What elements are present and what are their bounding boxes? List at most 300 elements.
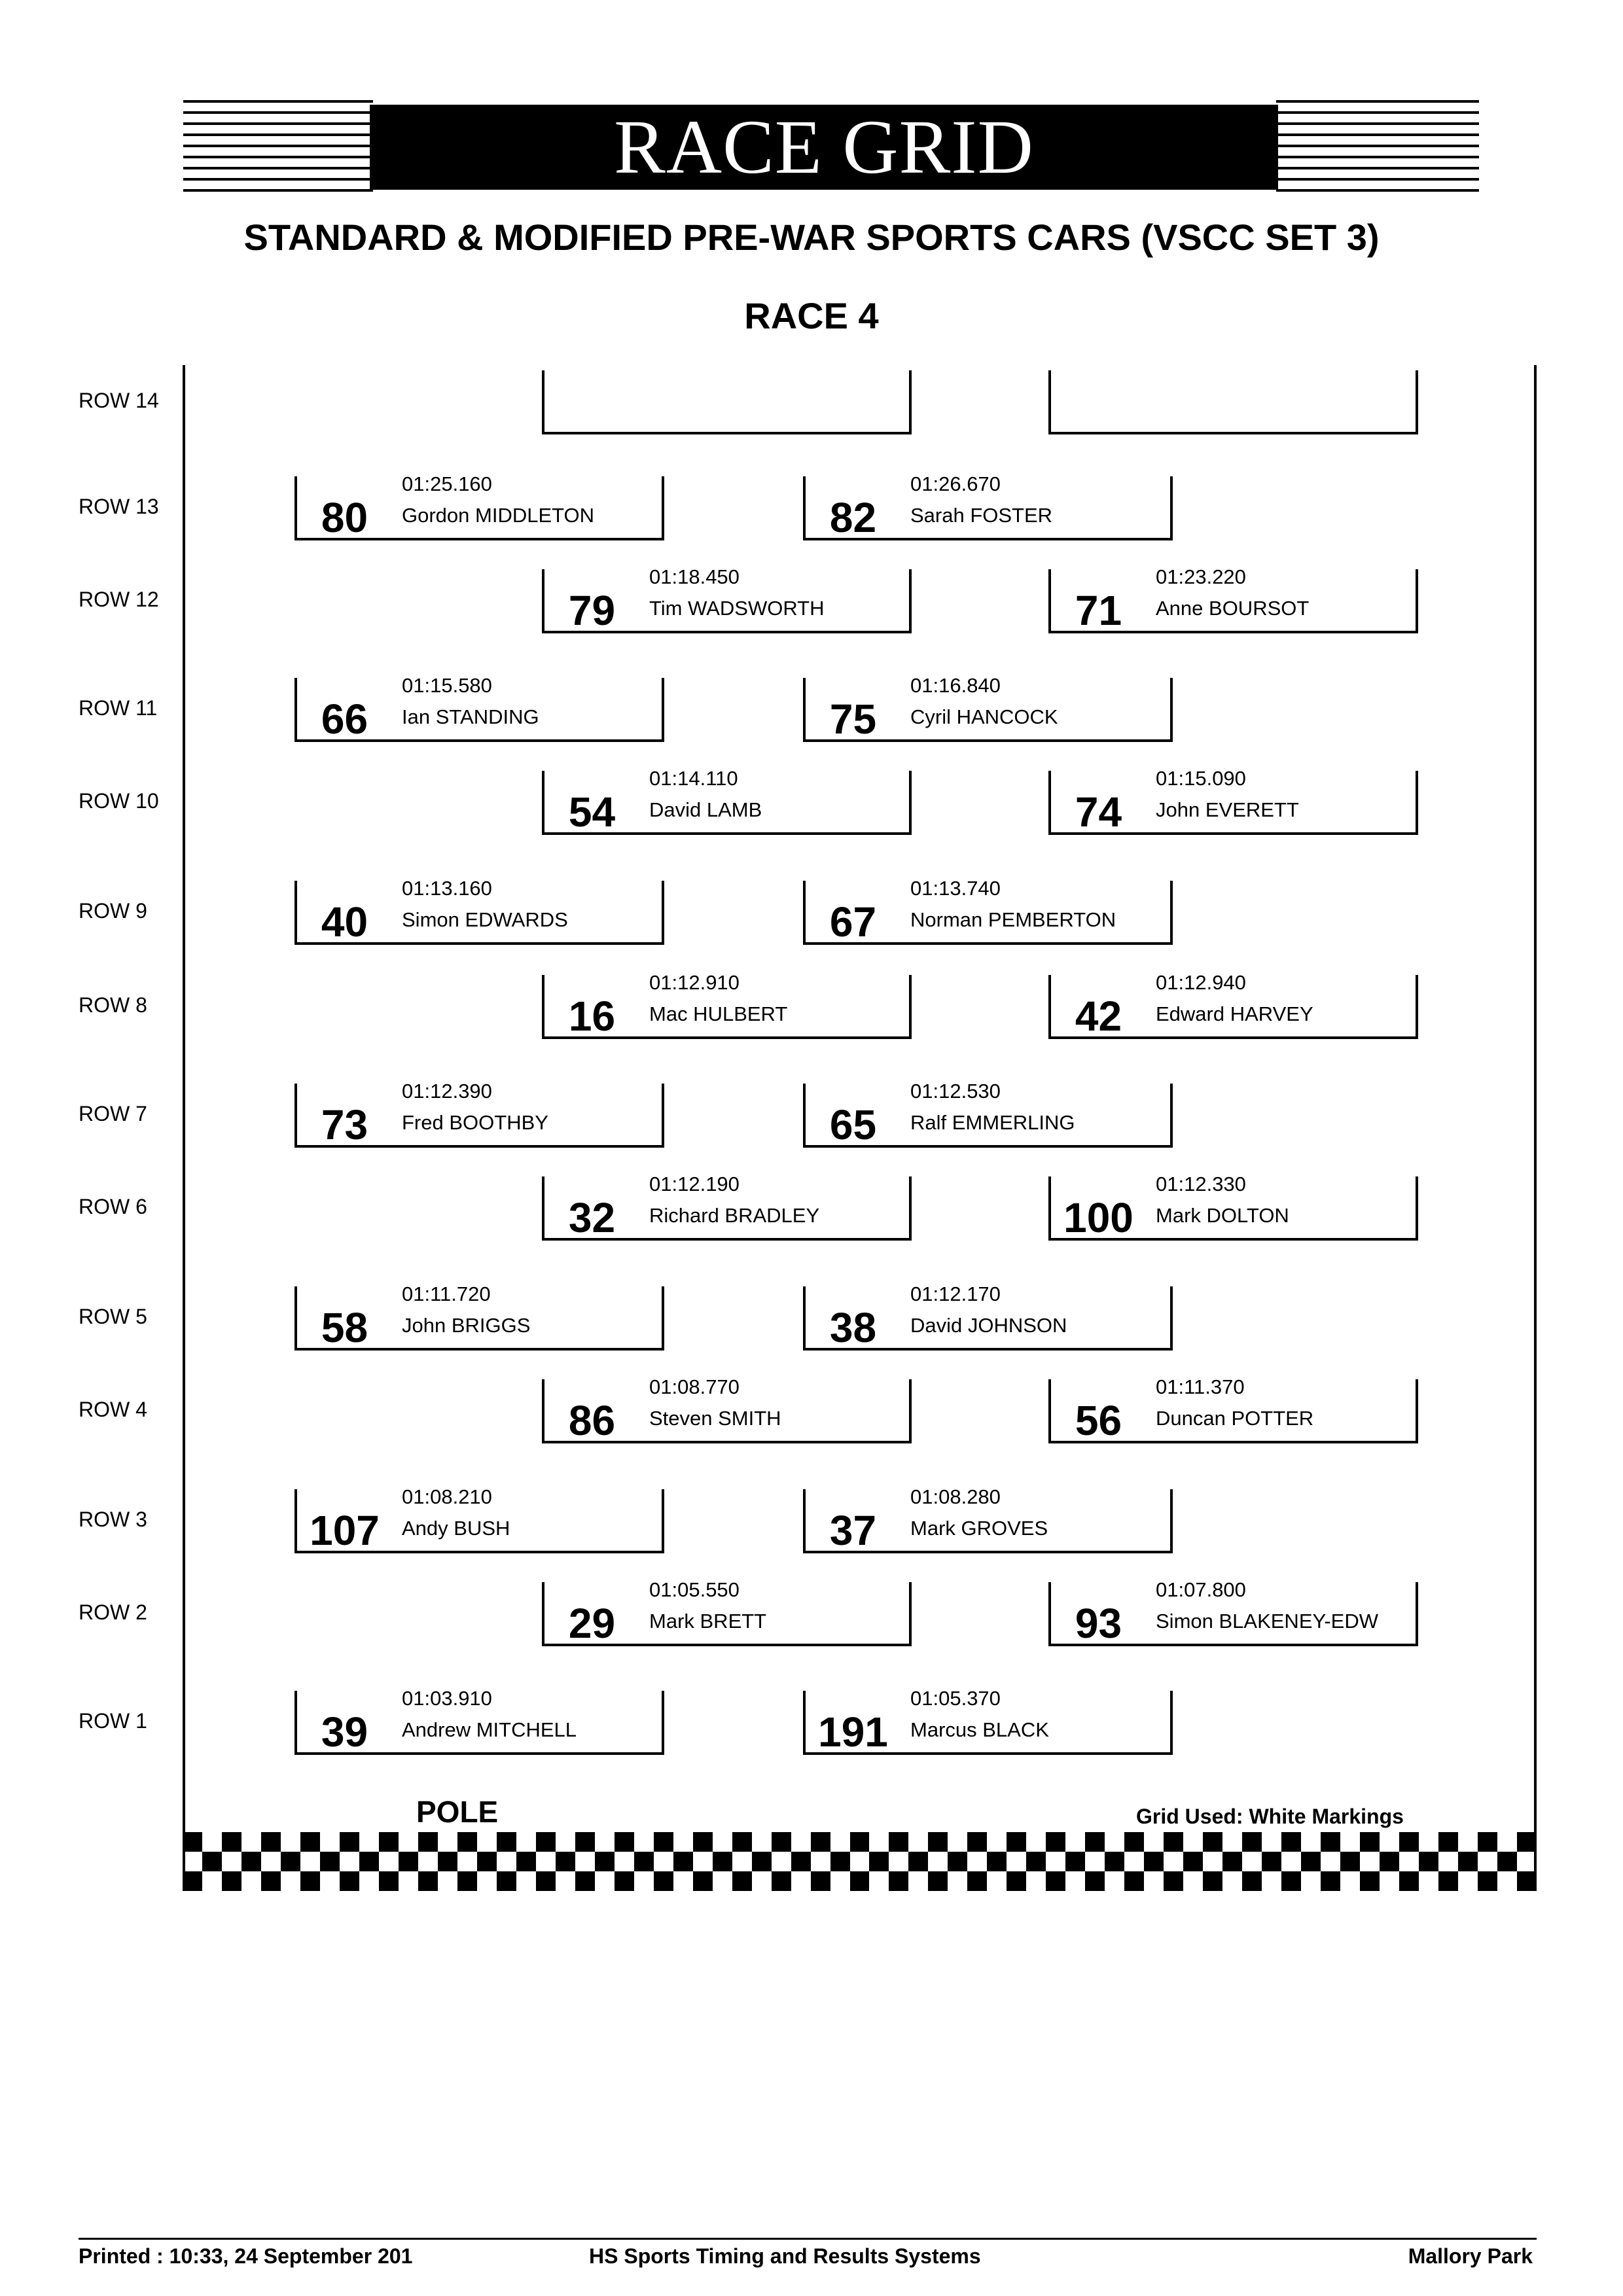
lap-time: 01:11.720 (402, 1282, 491, 1305)
checker-square (1007, 1832, 1026, 1852)
banner-stripe (1276, 133, 1479, 136)
checker-square (1340, 1871, 1360, 1891)
lap-time: 01:03.910 (402, 1687, 492, 1710)
checker-square (948, 1852, 967, 1871)
venue: Mallory Park (1408, 2244, 1533, 2268)
checker-square (1026, 1852, 1046, 1871)
lap-time: 01:12.190 (649, 1173, 740, 1195)
car-number: 107 (310, 1507, 380, 1554)
lap-time: 01:18.450 (649, 565, 740, 588)
banner-stripe (1276, 156, 1479, 158)
lap-time: 01:08.770 (649, 1375, 740, 1398)
checker-square (1281, 1852, 1301, 1871)
checker-square (713, 1871, 732, 1891)
checker-square (477, 1852, 497, 1871)
checker-square (222, 1871, 241, 1891)
checker-square (791, 1871, 811, 1891)
checker-square (1144, 1832, 1164, 1852)
checker-square (1144, 1852, 1164, 1871)
car-number: 66 (321, 696, 368, 743)
driver-name: Ian STANDING (402, 705, 539, 728)
checker-square (713, 1832, 732, 1852)
checker-square (1458, 1871, 1478, 1891)
car-number: 56 (1075, 1397, 1122, 1444)
car-number: 79 (568, 587, 616, 634)
checker-square (477, 1832, 497, 1852)
grid-slot (294, 877, 664, 945)
grid-slot (542, 565, 912, 634)
checker-square (359, 1832, 379, 1852)
checker-square (1183, 1871, 1203, 1891)
grid-slot (542, 767, 912, 836)
lap-time: 01:05.550 (649, 1578, 740, 1601)
driver-name: Edward HARVEY (1156, 1002, 1313, 1025)
checker-square (1105, 1832, 1124, 1852)
checker-square (1183, 1832, 1203, 1852)
checker-square (1085, 1832, 1105, 1852)
checker-square (418, 1832, 438, 1852)
checker-square (497, 1832, 516, 1852)
checker-square (830, 1852, 850, 1871)
car-number: 58 (321, 1304, 368, 1351)
checker-square (1517, 1852, 1537, 1871)
checker-square (615, 1832, 634, 1852)
checker-square (1065, 1852, 1085, 1871)
grid-slot (542, 1173, 912, 1241)
checker-square (928, 1871, 948, 1891)
grid-slot (803, 472, 1173, 541)
row-label: ROW 1 (79, 1709, 147, 1733)
checker-square (1085, 1871, 1105, 1891)
checker-square (241, 1871, 261, 1891)
checker-square (457, 1871, 477, 1891)
grid-slot (803, 877, 1173, 945)
footer-divider (79, 2238, 1537, 2240)
grid-slot (542, 971, 912, 1040)
driver-name: John EVERETT (1156, 798, 1299, 821)
banner-stripe (183, 156, 373, 158)
checkered-flag-line (183, 1832, 1537, 1891)
checker-square (281, 1852, 300, 1871)
grid-border-left (183, 365, 185, 1891)
car-number: 191 (818, 1708, 888, 1756)
checker-square (850, 1852, 870, 1871)
checker-square (1124, 1832, 1144, 1852)
car-number: 38 (829, 1304, 877, 1351)
checker-square (1085, 1852, 1105, 1871)
banner-stripe (1276, 189, 1479, 192)
banner-stripe (1276, 178, 1479, 181)
checker-square (320, 1852, 340, 1871)
car-number: 54 (568, 788, 616, 836)
checker-square (438, 1871, 457, 1891)
checker-square (399, 1871, 418, 1891)
checker-square (1360, 1871, 1380, 1891)
driver-name: Cyril HANCOCK (910, 705, 1058, 728)
checker-square (967, 1832, 987, 1852)
checker-square (399, 1832, 418, 1852)
car-number: 71 (1075, 587, 1122, 634)
checker-square (556, 1832, 575, 1852)
race-number: RACE 4 (744, 295, 879, 336)
checker-square (438, 1852, 457, 1871)
lap-time: 01:15.580 (402, 674, 492, 697)
checker-square (359, 1871, 379, 1891)
driver-name: Richard BRADLEY (649, 1204, 820, 1227)
checker-square (320, 1871, 340, 1891)
banner-stripe (183, 178, 373, 181)
checker-square (1281, 1832, 1301, 1852)
car-number: 73 (321, 1101, 368, 1148)
checker-square (634, 1852, 654, 1871)
checker-square (340, 1832, 359, 1852)
driver-name: Anne BOURSOT (1156, 597, 1310, 620)
checker-square (1380, 1832, 1399, 1852)
checker-square (438, 1832, 457, 1852)
checker-square (889, 1852, 908, 1871)
checker-square (1458, 1852, 1478, 1871)
checker-square (693, 1871, 713, 1891)
checker-square (516, 1871, 536, 1891)
lap-time: 01:12.170 (910, 1282, 1001, 1305)
driver-name: Sarah FOSTER (910, 504, 1053, 527)
lap-time: 01:12.910 (649, 971, 740, 994)
checker-square (241, 1852, 261, 1871)
checker-square (516, 1852, 536, 1871)
checker-square (713, 1852, 732, 1871)
checker-square (1262, 1832, 1281, 1852)
checker-square (1321, 1871, 1340, 1891)
checker-square (869, 1832, 889, 1852)
driver-name: David LAMB (649, 798, 762, 821)
checker-square (418, 1852, 438, 1871)
checker-square (183, 1852, 202, 1871)
checker-square (634, 1871, 654, 1891)
banner-stripe (1276, 111, 1479, 114)
checker-square (1399, 1871, 1419, 1891)
checker-square (752, 1832, 772, 1852)
checker-square (850, 1871, 870, 1891)
checker-square (1046, 1832, 1065, 1852)
checker-square (732, 1832, 752, 1852)
row-label: ROW 13 (79, 495, 159, 518)
driver-name: Tim WADSWORTH (649, 597, 825, 620)
page-title: RACE GRID (370, 105, 1278, 190)
checker-square (1419, 1871, 1438, 1891)
checker-square (1222, 1852, 1242, 1871)
row-label: ROW 12 (79, 588, 159, 611)
driver-name: Marcus BLACK (910, 1718, 1049, 1741)
checker-square (948, 1871, 967, 1891)
checker-square (673, 1871, 693, 1891)
checker-square (615, 1852, 634, 1871)
checker-square (399, 1852, 418, 1871)
checker-square (811, 1852, 830, 1871)
checker-square (1497, 1852, 1517, 1871)
banner-stripe (183, 100, 373, 103)
checker-square (1065, 1871, 1085, 1891)
car-number: 93 (1075, 1600, 1122, 1647)
grid-used-note: Grid Used: White Markings (1136, 1805, 1404, 1828)
checker-square (300, 1832, 320, 1852)
checker-square (418, 1871, 438, 1891)
banner-stripe (1276, 167, 1479, 169)
checker-square (1478, 1832, 1497, 1852)
checker-square (1497, 1871, 1517, 1891)
checker-square (1007, 1852, 1026, 1871)
checker-square (1203, 1871, 1222, 1891)
checker-square (1321, 1852, 1340, 1871)
empty-grid-slot (1048, 370, 1418, 434)
checker-square (379, 1852, 399, 1871)
checker-square (1458, 1832, 1478, 1852)
checker-square (1438, 1852, 1458, 1871)
pole-label: POLE (416, 1795, 499, 1829)
checker-square (1124, 1852, 1144, 1871)
row-label: ROW 10 (79, 789, 159, 813)
driver-name: Fred BOOTHBY (402, 1111, 548, 1134)
checker-square (202, 1852, 222, 1871)
checker-square (1105, 1852, 1124, 1871)
checker-square (772, 1832, 791, 1852)
checker-square (340, 1852, 359, 1871)
banner-stripes-right (1276, 100, 1479, 192)
grid-slot (1048, 1375, 1418, 1444)
driver-name: Duncan POTTER (1156, 1407, 1314, 1430)
checker-square (987, 1832, 1007, 1852)
checker-square (928, 1852, 948, 1871)
row-label: ROW 3 (79, 1508, 147, 1531)
driver-name: John BRIGGS (402, 1314, 531, 1337)
empty-grid-slot (542, 370, 912, 434)
checker-square (1164, 1871, 1183, 1891)
row-label: ROW 7 (79, 1102, 147, 1125)
checker-square (1360, 1832, 1380, 1852)
checker-square (1399, 1852, 1419, 1871)
checker-square (772, 1871, 791, 1891)
timing-system: HS Sports Timing and Results Systems (589, 2244, 981, 2268)
checker-square (811, 1832, 830, 1852)
row-label: ROW 2 (79, 1600, 147, 1624)
checker-square (772, 1852, 791, 1871)
checker-square (281, 1832, 300, 1852)
checker-square (1242, 1832, 1262, 1852)
checker-square (693, 1852, 713, 1871)
checker-square (1321, 1832, 1340, 1852)
car-number: 67 (829, 898, 877, 945)
grid-border-right (1534, 365, 1537, 1891)
checker-square (261, 1871, 281, 1891)
banner-stripes-left (183, 100, 373, 192)
lap-time: 01:11.370 (1156, 1375, 1245, 1398)
checker-square (908, 1852, 928, 1871)
checker-square (595, 1871, 615, 1891)
checker-square (457, 1832, 477, 1852)
checker-square (1301, 1871, 1321, 1891)
lap-time: 01:12.330 (1156, 1173, 1246, 1195)
checker-square (1380, 1852, 1399, 1871)
driver-name: Mark BRETT (649, 1610, 767, 1633)
checker-square (1183, 1852, 1203, 1871)
checker-square (1203, 1852, 1222, 1871)
grid-slot (542, 1375, 912, 1444)
checker-square (830, 1871, 850, 1891)
checker-square (1380, 1871, 1399, 1891)
driver-name: Mark GROVES (910, 1517, 1048, 1540)
checker-square (222, 1832, 241, 1852)
driver-name: Simon BLAKENEY-EDW (1156, 1610, 1378, 1633)
banner-stripe (183, 189, 373, 192)
car-number: 65 (829, 1101, 877, 1148)
checker-square (477, 1871, 497, 1891)
checker-square (595, 1852, 615, 1871)
checker-square (1262, 1852, 1281, 1871)
checker-square (987, 1852, 1007, 1871)
checker-square (1164, 1832, 1183, 1852)
checker-square (497, 1852, 516, 1871)
checker-square (791, 1852, 811, 1871)
checker-square (575, 1852, 595, 1871)
banner-stripe (183, 145, 373, 147)
grid-slot (803, 1485, 1173, 1554)
checker-square (1301, 1832, 1321, 1852)
lap-time: 01:12.940 (1156, 971, 1246, 994)
row-label: ROW 6 (79, 1195, 147, 1218)
banner-stripe (183, 122, 373, 125)
lap-time: 01:16.840 (910, 674, 1001, 697)
checker-square (811, 1871, 830, 1891)
car-number: 39 (321, 1708, 368, 1756)
grid-slot (803, 1080, 1173, 1148)
checker-square (1360, 1852, 1380, 1871)
lap-time: 01:26.670 (910, 472, 1001, 495)
checker-square (1301, 1852, 1321, 1871)
checker-square (1340, 1852, 1360, 1871)
checker-square (241, 1832, 261, 1852)
car-number: 100 (1063, 1194, 1133, 1241)
checker-square (987, 1871, 1007, 1891)
car-number: 80 (321, 494, 368, 541)
driver-name: Mark DOLTON (1156, 1204, 1289, 1227)
checker-square (850, 1832, 870, 1852)
car-number: 82 (829, 494, 877, 541)
driver-name: Simon EDWARDS (402, 908, 568, 931)
grid-slot (803, 1687, 1173, 1756)
checker-square (908, 1871, 928, 1891)
checker-square (752, 1852, 772, 1871)
car-number: 16 (568, 993, 616, 1040)
banner-stripe (1276, 122, 1479, 125)
car-number: 74 (1075, 788, 1122, 836)
checker-square (791, 1832, 811, 1852)
checker-square (320, 1832, 340, 1852)
checker-square (948, 1832, 967, 1852)
checker-square (379, 1832, 399, 1852)
checker-square (379, 1871, 399, 1891)
checker-square (1046, 1852, 1065, 1871)
checker-square (1517, 1832, 1537, 1852)
driver-name: Norman PEMBERTON (910, 908, 1116, 931)
checker-square (1164, 1852, 1183, 1871)
checker-square (869, 1852, 889, 1871)
checker-square (575, 1871, 595, 1891)
checker-square (359, 1852, 379, 1871)
checker-square (654, 1832, 673, 1852)
grid-slot (803, 674, 1173, 743)
checker-square (1026, 1832, 1046, 1852)
driver-name: Andy BUSH (402, 1517, 510, 1540)
banner-stripe (183, 133, 373, 136)
car-number: 37 (829, 1507, 877, 1554)
checker-square (516, 1832, 536, 1852)
checker-square (340, 1871, 359, 1891)
checker-square (752, 1871, 772, 1891)
lap-time: 01:08.210 (402, 1485, 492, 1508)
driver-name: Gordon MIDDLETON (402, 504, 595, 527)
checker-square (732, 1871, 752, 1891)
checker-square (1262, 1871, 1281, 1891)
grid-slot (294, 674, 664, 743)
banner-stripe (183, 111, 373, 114)
checker-square (1026, 1871, 1046, 1891)
grid-slot (294, 1282, 664, 1351)
lap-time: 01:12.390 (402, 1080, 492, 1103)
checker-square (673, 1832, 693, 1852)
car-number: 42 (1075, 993, 1122, 1040)
checker-square (869, 1871, 889, 1891)
grid-slot (1048, 1578, 1418, 1647)
driver-name: Steven SMITH (649, 1407, 781, 1430)
checker-square (1124, 1871, 1144, 1891)
lap-time: 01:07.800 (1156, 1578, 1246, 1601)
row-label: ROW 8 (79, 993, 147, 1017)
lap-time: 01:23.220 (1156, 565, 1246, 588)
printed-timestamp: Printed : 10:33, 24 September 201 (79, 2244, 413, 2268)
checker-square (536, 1852, 556, 1871)
checker-square (1438, 1832, 1458, 1852)
row-label: ROW 11 (79, 696, 158, 720)
grid-slot (1048, 971, 1418, 1040)
checker-square (1478, 1871, 1497, 1891)
checker-square (1007, 1871, 1026, 1891)
checker-square (300, 1871, 320, 1891)
checker-square (830, 1832, 850, 1852)
lap-time: 01:25.160 (402, 472, 492, 495)
grid-slot (294, 1485, 664, 1554)
grid-slot (803, 1282, 1173, 1351)
banner-stripe (1276, 145, 1479, 147)
car-number: 32 (568, 1194, 616, 1241)
checker-square (1419, 1852, 1438, 1871)
grid-slot (294, 1687, 664, 1756)
checker-square (1046, 1871, 1065, 1891)
checker-square (281, 1871, 300, 1891)
checker-square (1105, 1871, 1124, 1891)
checker-square (889, 1871, 908, 1891)
checker-square (556, 1871, 575, 1891)
checker-square (1281, 1871, 1301, 1891)
checker-square (1399, 1832, 1419, 1852)
checker-square (202, 1832, 222, 1852)
checker-square (1065, 1832, 1085, 1852)
checker-square (928, 1832, 948, 1852)
car-number: 40 (321, 898, 368, 945)
checker-square (595, 1832, 615, 1852)
lap-time: 01:15.090 (1156, 767, 1246, 790)
checker-square (693, 1832, 713, 1852)
lap-time: 01:12.530 (910, 1080, 1001, 1103)
checker-square (1222, 1871, 1242, 1891)
